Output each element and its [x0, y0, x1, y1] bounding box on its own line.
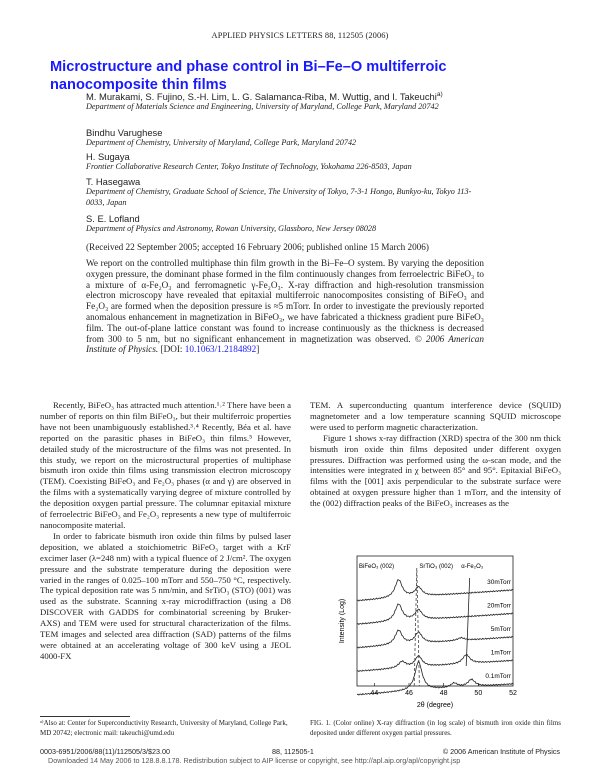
footer-copyright: © 2006 American Institute of Physics	[442, 747, 560, 756]
series-label: 20mTorr	[487, 602, 511, 610]
right-column	[310, 400, 561, 509]
doi-suffix: ]	[256, 344, 260, 355]
doi-prefix: [DOI:	[160, 344, 185, 355]
abstract	[86, 258, 484, 355]
author-names	[86, 127, 162, 138]
x-tick-label: 52	[509, 690, 517, 697]
paragraph: Figure 1 shows x-ray diffraction (XRD) spectra of the 300 nm thick bismuth iron oxide thin films deposited under different oxygen pressures. Diffraction was performed using the ω-scan mode, and the intensities were integrated in χ between 85° and 95°. Epitaxial BiFeO₃ films with the [001] axis perpendicular to the substrate surface were obtained at oxygen pressure higher than 1 mTorr, and the intensity of the (002) diffraction peaks of the BiFeO₃ increases as the	[310, 432, 561, 509]
x-tick-label: 46	[405, 690, 413, 697]
srtio3-guide	[414, 568, 419, 686]
x-tick-label: 44	[370, 690, 379, 697]
author-affiliation: Department of Chemistry, Graduate School of Science, The University of Tokyo, 7-3-1 Hongo, Bunkyo-ku, Tokyo 113-0033, Japan	[86, 187, 472, 207]
abstract-text: We report on the controlled multiphase thin film growth in the Bi–Fe–O system. By varying the deposition oxygen pressure, the dominant phase formed in the film continuously changes from ferroelectric BiFeO₃ to a mixture of α-Fe₂O₃ and ferromagnetic γ-Fe₂O₃. X-ray diffraction and high-resolution transmission electron microscopy have revealed that epitaxial multiferroic nanocomposites consisting of BiFeO₃ and Fe₂O₃ are formed when the deposition pressure is ≈5 mTorr. In order to investigate the previously reported anomalous enhancement in magnetization in BiFeO₃, we have fabricated a thickness gradient pure BiFeO₃ film. The out-of-plane lattice constant was found to increase continuously as the thickness is decreased from 300 to 5 nm, but no significant enhancement in magnetization was observed.	[86, 258, 484, 344]
xrd-chart	[330, 552, 560, 714]
author-affiliation: Department of Physics and Astronomy, Rowan University, Glassboro, New Jersey 08028	[86, 224, 377, 233]
peak-annotation: α-Fe₂O₃	[461, 564, 484, 570]
author-names	[86, 176, 140, 187]
plot-frame	[357, 556, 513, 686]
abstract-copyright: © 2006 American Institute of Physics.	[86, 333, 484, 355]
author-affiliation: Department of Chemistry, University of Maryland, College Park, Maryland 20742	[86, 138, 357, 147]
footnote-rule	[40, 716, 130, 717]
author-names	[86, 151, 130, 162]
author-name-text: Bindhu Varughese	[86, 127, 163, 138]
paragraph: In order to fabricate bismuth iron oxide thin films by pulsed laser deposition, we ablated a stoichiometric BiFeO₃ target with a KrF excimer laser (λ=248 nm) with a typical fluence of 2 J/cm². The oxygen pressure and the substrate temperature during the deposition were varied in the ranges of 0.025–100 mTorr and 550–750 °C, respectively. The typical deposition rate was 5 nm/min, and SrTiO₃ (STO) (001) was used as the substrate. Scanning x-ray microdiffraction (using a D8 DISCOVER with GADDS for combinatorial screening by Bruker-AXS) and TEM were used for structural characterization of the films. TEM images and selected area diffraction (SAD) patterns of the films were obtained at an accelerating voltage of 300 keV using a JEOL 4000-FX	[40, 530, 291, 661]
paragraph: Recently, BiFeO₃ has attracted much attention.¹˒² There have been a number of reports on thin film BiFeO₃, but their multiferroic properties have not been unambiguously established.³˒⁴ Recently, Béa et al. have reported on the parasitic phases in BiFeO₃ thin films.⁵ However, detailed study of the microstructure of the films was not presented. In this study, we report on the microstructural properties of multiphase bismuth iron oxide thin films using transmission electron microscopy (TEM). Coexisting BiFeO₃ and Fe₂O₃ phases (α and γ) are observed in the films with a systematically varying degree of mixture controlled by the deposition oxygen partial pressure. The columnar epitaxial mixture of ferroelectric BiFeO₃ and Fe₂O₃ represents a new type of multiferroic nanocomposite material.	[40, 400, 291, 530]
author-affiliation: Frontier Collaborative Research Center, Tokyo Institute of Technology, Yokohama 226-8503, Japan	[86, 162, 412, 171]
left-column	[40, 400, 291, 662]
author-name-text: T. Hasegawa	[86, 176, 141, 187]
series-label: 1mTorr	[490, 649, 511, 657]
download-notice: Downloaded 14 May 2006 to 128.8.8.178. Redistribution subject to AIP license or copyright, see http://apl.aip.org/apl/copyright.jsp	[48, 756, 461, 765]
author-names	[86, 91, 443, 102]
author-names	[86, 213, 140, 224]
fe2o3-guide	[466, 578, 469, 666]
x-tick-label: 48	[439, 690, 448, 697]
series-line	[357, 630, 513, 648]
author-affiliation: Department of Materials Science and Engineering, University of Maryland, College Park, Maryland 20742	[86, 102, 439, 111]
series-label: 0.1mTorr	[485, 673, 511, 680]
author-name-text: S. E. Lofland	[86, 213, 140, 224]
x-tick-label: 50	[474, 690, 483, 697]
received-dates: (Received 22 September 2005; accepted 16 February 2006; published online 15 March 2006)	[86, 242, 429, 252]
series-line	[357, 655, 513, 672]
footnote: ᵃ⁾Also at: Center for Superconductivity Research, University of Maryland, College Park, MD 20742; electronic mail: takeuchi@umd.edu	[40, 719, 288, 737]
page-number: 88, 112505-1	[272, 747, 314, 756]
x-axis-label: 2θ (degree)	[416, 702, 454, 709]
figure-caption: FIG. 1. (Color online) X-ray diffraction (in log scale) of bismuth iron oxide thin films deposited under different oxygen partial pressures.	[310, 719, 561, 737]
issn: 0003-6951/2006/88(11)/112505/3/$23.00	[40, 747, 171, 756]
author-name-text: H. Sugaya	[86, 151, 130, 162]
series-label: 30mTorr	[487, 579, 511, 586]
paragraph: TEM. A superconducting quantum interference device (SQUID) magnetometer and a low temperature scanning SQUID microscope were used to perform magnetic characterization.	[310, 400, 561, 432]
peak-annotation: BiFeO₃ (002)	[359, 564, 395, 570]
doi-link[interactable]: 10.1063/1.2184892	[184, 344, 257, 355]
journal-header: APPLIED PHYSICS LETTERS 88, 112505 (2006)	[211, 31, 389, 40]
y-axis-label: Intensity (Log)	[339, 598, 346, 644]
footnote-mark: a)	[436, 90, 443, 98]
author-name-text: M. Murakami, S. Fujino, S.-H. Lim, L. G. Salamanca-Riba, M. Wuttig, and I. Takeuchi	[86, 91, 437, 102]
peak-annotation: SrTiO₃ (002)	[419, 564, 453, 570]
paper-title: Microstructure and phase control in Bi–Fe–O multiferroic nanocomposite thin films	[50, 59, 447, 93]
series-label: 5mTorr	[490, 626, 511, 633]
